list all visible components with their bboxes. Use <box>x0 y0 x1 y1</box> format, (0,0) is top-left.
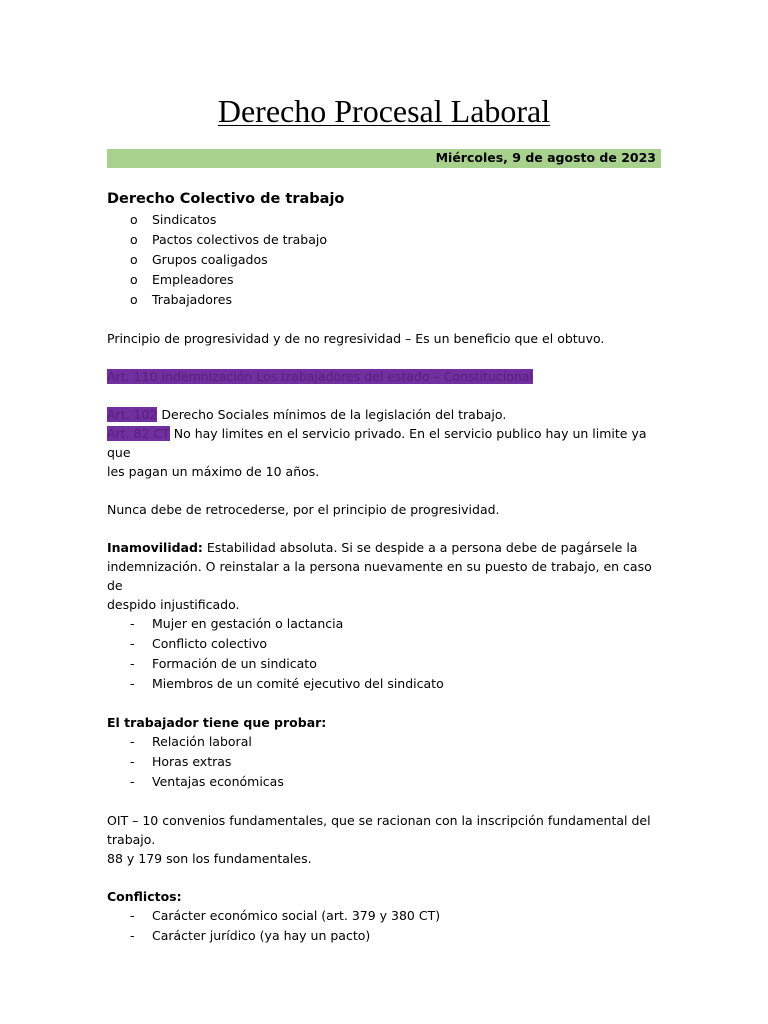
list-item: - Formación de un sindicato <box>130 656 317 671</box>
label-inamovilidad: Inamovilidad: <box>107 540 203 555</box>
list-item: o Grupos coaligados <box>130 252 268 267</box>
list-item: o Trabajadores <box>130 292 232 307</box>
section-heading-derecho-colectivo: Derecho Colectivo de trabajo <box>107 191 345 207</box>
list-item: - Carácter económico social (art. 379 y 380 CT) <box>130 908 441 923</box>
highlight-art110: Art. 110 Indemnización Los trabajadores del estado – Constitucional <box>107 369 533 384</box>
heading-probar: El trabajador tiene que probar: <box>107 715 327 730</box>
list-item: o Empleadores <box>130 272 234 287</box>
paragraph-art102: Art. 102 Derecho Sociales mínimos de la legislación del trabajo. <box>107 407 507 422</box>
paragraph-inamovilidad: Inamovilidad: Estabilidad absoluta. Si se despide a a persona debe de pagársele la indemnización. O reinstalar a la persona nuevamente en su puesto de trabajo, en caso de despido injustificado. <box>107 540 652 612</box>
list-item: - Horas extras <box>130 754 232 769</box>
list-item: - Mujer en gestación o lactancia <box>130 616 344 631</box>
paragraph-principio: Principio de progresividad y de no regresividad – Es un beneficio que el obtuvo. <box>107 331 605 346</box>
list-inamovilidad <box>107 614 667 694</box>
list-item: - Relación laboral <box>130 734 252 749</box>
list-conflictos <box>107 906 667 946</box>
document-body <box>107 188 667 946</box>
page-title: Derecho Procesal Laboral <box>217 93 551 129</box>
list-item: - Carácter jurídico (ya hay un pacto) <box>130 928 371 943</box>
list-item: o Pactos colectivos de trabajo <box>130 232 328 247</box>
highlight-art102-label: Art. 102 <box>107 407 158 422</box>
paragraph-art110 <box>107 367 667 386</box>
list-item: - Conflicto colectivo <box>130 636 268 651</box>
heading-conflictos: Conflictos: <box>107 889 182 904</box>
list-probar <box>107 732 667 792</box>
date-bar <box>107 149 661 168</box>
list-item: - Miembros de un comité ejecutivo del sindicato <box>130 676 444 691</box>
paragraph-oit: OIT – 10 convenios fundamentales, que se racionan con la inscripción fundamental del trabajo. 88 y 179 son los fundamentales. <box>107 813 651 866</box>
highlight-art82-label: Art. 82 CT <box>107 426 170 441</box>
list-item: - Ventajas económicas <box>130 774 284 789</box>
list-item: o Sindicatos <box>130 212 217 227</box>
date-text: Miércoles, 9 de agosto de 2023 <box>435 150 656 165</box>
paragraph-art82: Art. 82 CT No hay limites en el servicio privado. En el servicio publico hay un limite ya que les pagan un máximo de 10 años. <box>107 426 647 479</box>
paragraph-nunca: Nunca debe de retrocederse, por el principio de progresividad. <box>107 502 500 517</box>
list-derecho-colectivo <box>107 210 667 310</box>
